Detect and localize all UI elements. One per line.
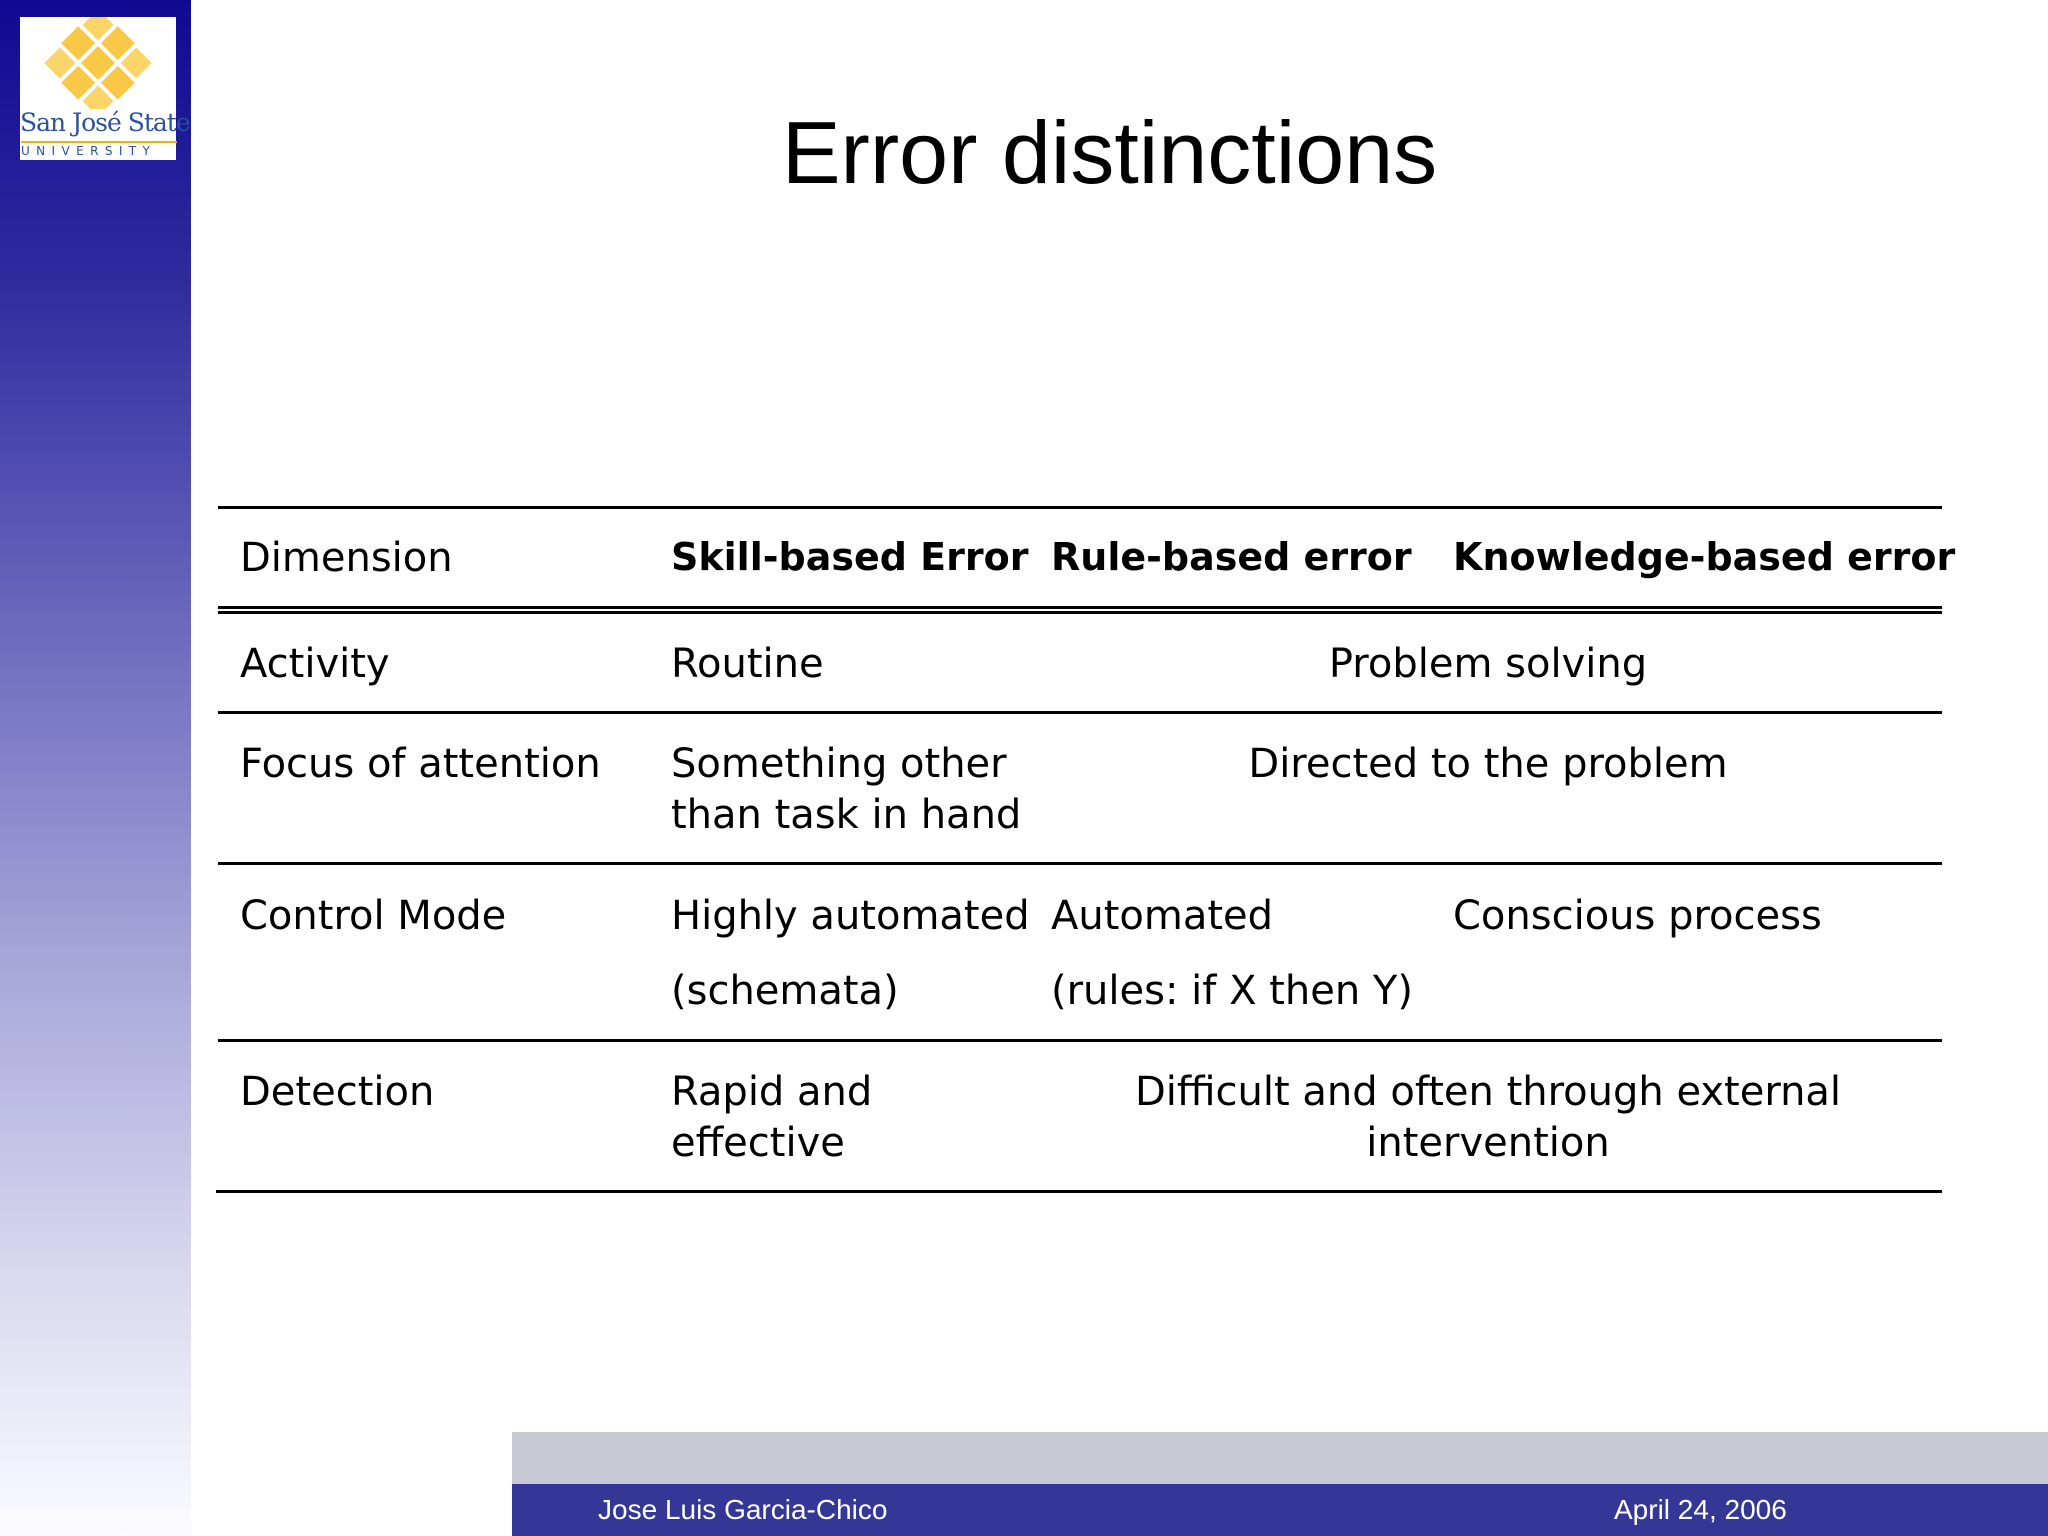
cell-activity-merged: Problem solving — [1328, 641, 1648, 687]
row-label-focus: Focus of attention — [240, 741, 601, 787]
cell-control-rule-line2: (rules: if X then Y) — [1051, 968, 1413, 1014]
cell-control-knowledge: Conscious process — [1453, 893, 1822, 939]
footer-author: Jose Luis Garcia-Chico — [598, 1494, 888, 1525]
row-divider — [218, 711, 1942, 714]
cell-detection-merged-line1: Difficult and often through external — [1134, 1069, 1842, 1115]
footer-date: April 24, 2006 — [1614, 1494, 1787, 1525]
table-top-rule — [218, 506, 1942, 509]
header-rule-1 — [218, 606, 1942, 609]
header-rule-2 — [218, 611, 1942, 614]
logo-emblem-icon — [20, 17, 176, 109]
slide-title: Error distinctions — [781, 103, 1438, 202]
header-skill-based: Skill-based Error — [671, 535, 1029, 579]
cell-control-skill-line1: Highly automated — [671, 893, 1030, 939]
university-logo — [20, 17, 190, 160]
row-divider — [218, 862, 1942, 865]
cell-focus-merged: Directed to the problem — [1248, 741, 1728, 787]
sidebar-gradient — [0, 0, 191, 1536]
table-bottom-rule — [216, 1190, 1942, 1193]
cell-control-skill-line2: (schemata) — [671, 968, 899, 1014]
header-dimension: Dimension — [240, 535, 453, 581]
cell-detection-skill-line2: effective — [671, 1120, 845, 1166]
cell-detection-merged-line2: intervention — [1366, 1120, 1610, 1166]
row-divider — [218, 1039, 1942, 1042]
row-label-control: Control Mode — [240, 893, 507, 939]
row-label-detection: Detection — [240, 1069, 435, 1115]
cell-focus-skill-line2: than task in hand — [671, 792, 1022, 838]
cell-focus-skill-line1: Something other — [671, 741, 1007, 787]
cell-detection-skill-line1: Rapid and — [671, 1069, 873, 1115]
logo-subtitle: UNIVERSITY — [21, 141, 177, 158]
row-label-activity: Activity — [240, 641, 390, 687]
cell-activity-skill: Routine — [671, 641, 824, 687]
header-knowledge-based: Knowledge-based error — [1453, 535, 1956, 579]
header-rule-based: Rule-based error — [1051, 535, 1412, 579]
cell-control-rule-line1: Automated — [1051, 893, 1274, 939]
footer-band — [512, 1432, 2048, 1484]
logo-name: San José State — [20, 108, 190, 137]
